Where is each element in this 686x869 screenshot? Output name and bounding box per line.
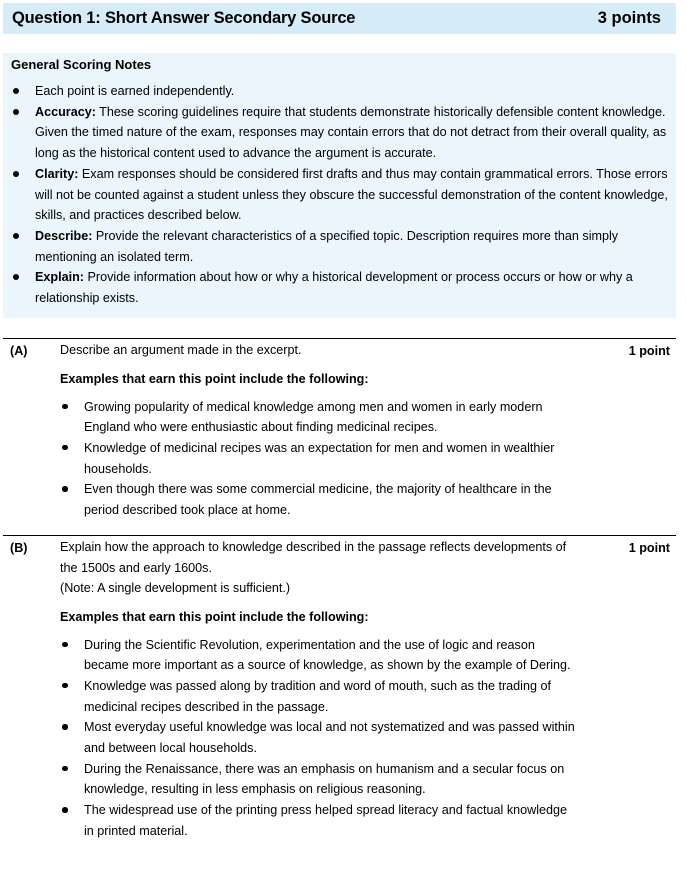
example-item: Knowledge was passed along by tradition and word of mouth, such as the trading of medicinal recipes described in the passage. — [60, 676, 580, 717]
examples-heading: Examples that earn this point include the following: — [60, 371, 369, 386]
general-notes-heading: General Scoring Notes — [11, 57, 152, 72]
example-item: Knowledge of medicinal recipes was an expectation for men and women in wealthier households. — [60, 438, 580, 479]
example-item: Most everyday useful knowledge was local and not systematized and was passed within and between local households. — [60, 717, 580, 758]
examples-list — [60, 397, 580, 521]
examples-heading: Examples that earn this point include the following: — [60, 609, 369, 624]
prompt-text: Explain how the approach to knowledge described in the passage reflects developments of the 1500s and early 1600s. — [60, 540, 567, 575]
note-text: Provide information about how or why a historical development or process occurs or how or why a relationship exists. — [35, 270, 633, 306]
note-label: Describe: — [35, 228, 93, 243]
part-body — [60, 536, 580, 842]
part-body — [60, 339, 580, 521]
part-prompt — [60, 340, 580, 361]
note-label: Clarity: — [35, 166, 79, 181]
example-item: Even though there was some commercial medicine, the majority of healthcare in the period described took place at home. — [60, 479, 580, 520]
general-note-item — [11, 102, 668, 164]
general-note-item — [11, 164, 668, 226]
part-b — [3, 535, 676, 869]
general-scoring-notes — [3, 53, 676, 318]
part-points: 1 point — [628, 344, 670, 358]
question-header — [3, 3, 676, 34]
part-a — [3, 338, 676, 530]
question-title: Question 1: Short Answer Secondary Source — [12, 9, 356, 27]
note-text: Exam responses should be considered first drafts and thus may contain grammatical errors. Those errors will not be counted against a student unless they obscure the successful demonstration of the content knowledge, skills, and practices described below. — [35, 166, 668, 223]
prompt-text: Describe an argument made in the excerpt. — [60, 343, 302, 357]
part-prompt — [60, 537, 580, 599]
general-note-item — [11, 81, 668, 102]
question-points: 3 points — [597, 9, 661, 27]
general-note-item — [11, 226, 668, 267]
general-note-item — [11, 267, 668, 308]
example-item: During the Scientific Revolution, experimentation and the use of logic and reason became more important as a source of knowledge, as shown by the example of Dering. — [60, 635, 580, 676]
part-letter: (B) — [10, 541, 28, 555]
prompt-note: (Note: A single development is sufficient.) — [60, 581, 291, 595]
part-points: 1 point — [628, 541, 670, 555]
note-label: Accuracy: — [35, 104, 96, 119]
example-item: Growing popularity of medical knowledge among men and women in early modern England who were enthusiastic about finding medicinal recipes. — [60, 397, 580, 438]
example-item: The widespread use of the printing press helped spread literacy and factual knowledge in printed material. — [60, 800, 580, 841]
examples-list — [60, 635, 580, 842]
note-label: Explain: — [35, 270, 84, 285]
note-text: These scoring guidelines require that students demonstrate historically defensible content knowledge. Given the timed nature of the exam, responses may contain errors that do not detract from their overall quality, as long as the historical content used to advance the argument is accurate. — [35, 104, 667, 161]
example-item: During the Renaissance, there was an emphasis on humanism and a secular focus on knowledge, resulting in less emphasis on religious reasoning. — [60, 759, 580, 800]
part-letter: (A) — [10, 344, 28, 358]
note-text: Provide the relevant characteristics of a specified topic. Description requires more than simply mentioning an isolated term. — [35, 228, 619, 264]
general-notes-list — [11, 81, 668, 309]
note-text: Each point is earned independently. — [35, 84, 235, 98]
